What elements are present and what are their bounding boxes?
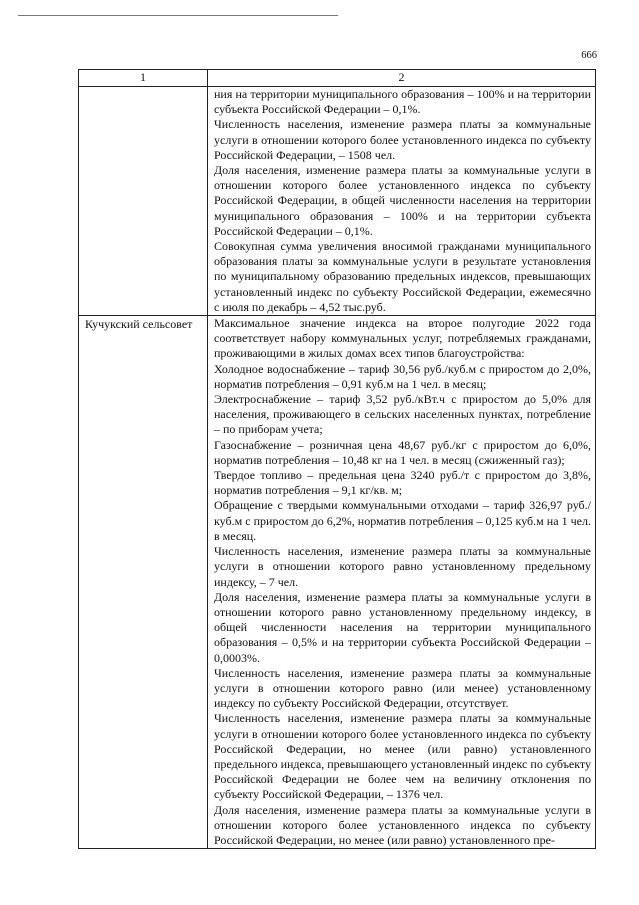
page-number: 666 — [581, 50, 597, 61]
paragraph: Доля населения, изменение размера платы за коммунальные услуги в отношении которого более установленного индекса по субъекту Российской Федерации, но менее (или равно) установленного пре- — [214, 802, 591, 847]
paragraph: Холодное водоснабжение – тариф 30,56 руб./куб.м с приростом до 2,0%, норматив потребления – 0,91 куб.м на 1 чел. в месяц; — [214, 361, 591, 391]
paragraph: Численность населения, изменение размера платы за коммунальные услуги в отношении которого более установленного индекса по субъекту Российской Федерации, но менее (или равно) установленного предельного индекса, превышающего установленный индекс по субъекту Российской Федерации не более чем на величину отклонения по субъекту Российской Федерации, – 1376 чел. — [214, 711, 591, 802]
paragraph: Газоснабжение – розничная цена 48,67 руб./кг с приростом до 6,0%, норматив потребления – 10,48 кг на 1 чел. в месяц (сжиженный газ); — [214, 437, 591, 467]
paragraph: Доля населения, изменение размера платы за коммунальные услуги в отношении которого более установленного индекса по субъекту Российской Федерации, в общей численности населения на территории муниципального образования – 100% и на территории субъекта Российской Федерации – 0,1%. — [214, 163, 591, 238]
paragraph: Численность населения, изменение размера платы за коммунальные услуги в отношении которого равно (или менее) установленному индексу по субъекту Российской Федерации, отсутствует. — [214, 665, 591, 711]
region-cell — [79, 87, 208, 316]
region-name: Кучукский сельсовет — [85, 317, 193, 332]
content-cell — [208, 316, 596, 849]
paragraph: Обращение с твердыми коммунальными отходами – тариф 326,97 руб./куб.м с приростом до 6,2%, норматив потребления – 0,125 куб.м на 1 чел. в месяц. — [214, 498, 591, 543]
paragraph: Электроснабжение – тариф 3,52 руб./кВт.ч с приростом до 5,0% для населения, проживающего в сельских населенных пунктах, потребление – по приборам учета; — [214, 392, 591, 437]
paragraph: Численность населения, изменение размера платы за коммунальные услуги в отношении которого более установленного индекса по субъекту Российской Федерации, – 1508 чел. — [214, 117, 591, 162]
paragraph: Твердое топливо – предельная цена 3240 руб./т с приростом до 3,8%, норматив потребления – 9,1 кг/кв. м; — [214, 468, 591, 498]
region-cell — [79, 316, 208, 849]
column-header-2: 2 — [208, 70, 596, 87]
top-rule — [18, 15, 338, 16]
paragraph: Численность населения, изменение размера платы за коммунальные услуги в отношении которого равно установленному предельному индексу, – 7 чел. — [214, 544, 591, 589]
column-header-1: 1 — [79, 70, 208, 87]
content-cell — [208, 87, 596, 316]
table-row — [79, 316, 596, 849]
paragraph: Максимальное значение индекса на второе полугодие 2022 года соответствует набору коммунальных услуг, потребляемых гражданами, проживающими в жилых домах всех типов благоустройства: — [214, 316, 591, 361]
paragraph: Совокупная сумма увеличения вносимой гражданами муниципального образования платы за коммунальные услуги в результате установления по муниципальному образованию предельных индексов, превышающих установленный индекс по субъекту Российской Федерации, ежемесячно с июля по декабрь – 4,52 тыс.руб. — [214, 239, 591, 314]
table-header-row — [79, 70, 596, 87]
paragraph: Доля населения, изменение размера платы за коммунальные услуги в отношении которого равно установленному предельному индексу, в общей численности населения на территории муниципального образования – 0,5% и на территории субъекта Российской Федерации – 0,0003%. — [214, 589, 591, 665]
document-table — [78, 69, 596, 849]
paragraph: ния на территории муниципального образования – 100% и на территории субъекта Российской Федерации – 0,1%. — [214, 87, 591, 117]
region-name — [79, 87, 207, 88]
table-row — [79, 87, 596, 316]
